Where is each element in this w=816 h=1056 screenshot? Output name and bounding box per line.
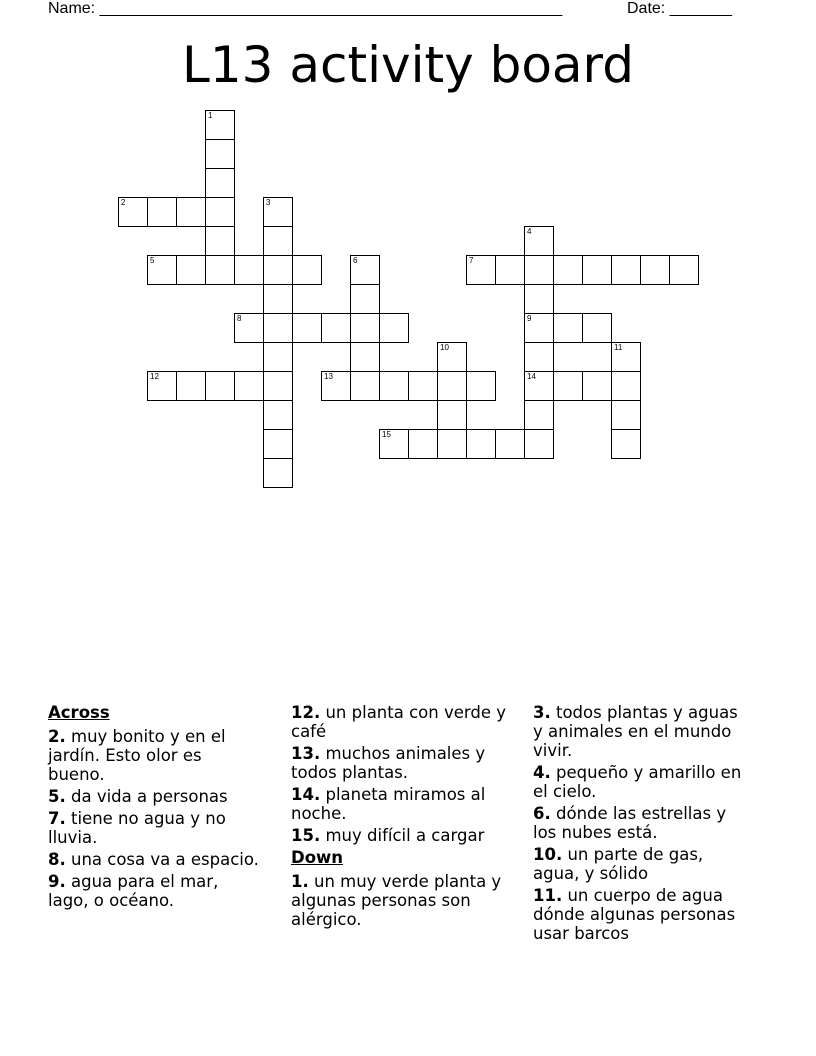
crossword-cell[interactable]: [553, 371, 583, 401]
crossword-cell[interactable]: [263, 255, 293, 285]
clue-number: 11.: [533, 886, 563, 905]
cell-number: 5: [150, 256, 155, 265]
clue-number: 9.: [48, 872, 66, 891]
across-heading: Across: [48, 703, 110, 722]
clue-text: tiene no agua y no lluvia.: [48, 809, 226, 847]
clue-column-1: [48, 703, 263, 913]
crossword-cell[interactable]: [263, 371, 293, 401]
crossword-cell[interactable]: [263, 458, 293, 488]
crossword-cell[interactable]: [582, 255, 612, 285]
crossword-cell[interactable]: [205, 168, 235, 198]
crossword-cell[interactable]: [582, 371, 612, 401]
date-field-label: Date: _______: [627, 0, 732, 17]
clue-across-14: [291, 785, 506, 823]
crossword-cell[interactable]: [205, 110, 235, 140]
cell-number: 8: [237, 314, 242, 323]
crossword-cell[interactable]: [466, 371, 496, 401]
crossword-cell[interactable]: [437, 400, 467, 430]
clue-text: pequeño y amarillo en el cielo.: [533, 763, 742, 801]
clue-number: 14.: [291, 785, 321, 804]
crossword-cell[interactable]: [437, 429, 467, 459]
crossword-cell[interactable]: [640, 255, 670, 285]
cell-number: 15: [382, 430, 391, 439]
clue-down-3: [533, 703, 748, 760]
cell-number: 12: [150, 372, 159, 381]
cell-number: 13: [324, 372, 333, 381]
clue-number: 7.: [48, 809, 66, 828]
clue-across-5: [48, 787, 263, 806]
clue-across-8: [48, 850, 263, 869]
crossword-cell[interactable]: [611, 371, 641, 401]
crossword-cell[interactable]: [408, 371, 438, 401]
clue-text: muy bonito y en el jardín. Esto olor es bueno.: [48, 727, 226, 784]
crossword-cell[interactable]: [611, 255, 641, 285]
cell-number: 7: [469, 256, 474, 265]
clue-number: 15.: [291, 826, 321, 845]
crossword-cell[interactable]: [437, 371, 467, 401]
cell-number: 6: [353, 256, 358, 265]
crossword-cell[interactable]: [524, 429, 554, 459]
crossword-cell[interactable]: [350, 255, 380, 285]
clue-number: 5.: [48, 787, 66, 806]
clue-text: da vida a personas: [65, 787, 228, 806]
crossword-cell[interactable]: [524, 284, 554, 314]
crossword-cell[interactable]: [234, 313, 264, 343]
cell-number: 3: [266, 198, 271, 207]
crossword-cell[interactable]: [466, 429, 496, 459]
clue-number: 6.: [533, 804, 551, 823]
clue-across-15: [291, 826, 506, 845]
clue-down-10: [533, 845, 748, 883]
clue-text: dónde las estrellas y los nubes está.: [533, 804, 727, 842]
crossword-cell[interactable]: [263, 400, 293, 430]
clue-number: 4.: [533, 763, 551, 782]
clue-number: 8.: [48, 850, 66, 869]
clue-text: planeta miramos al noche.: [291, 785, 486, 823]
down-heading: Down: [291, 848, 344, 867]
cell-number: 14: [527, 372, 536, 381]
crossword-cell[interactable]: [495, 429, 525, 459]
clue-text: un planta con verde y café: [291, 703, 507, 741]
crossword-grid: [0, 0, 816, 520]
clue-column-3: [533, 703, 748, 946]
crossword-cell[interactable]: [263, 342, 293, 372]
clue-text: una cosa va a espacio.: [65, 850, 259, 869]
crossword-cell[interactable]: [176, 255, 206, 285]
crossword-cell[interactable]: [582, 313, 612, 343]
clue-across-2: [48, 727, 263, 784]
crossword-cell[interactable]: [350, 371, 380, 401]
crossword-cell[interactable]: [205, 371, 235, 401]
crossword-cell[interactable]: [611, 342, 641, 372]
clue-number: 12.: [291, 703, 321, 722]
clue-number: 13.: [291, 744, 321, 763]
clue-text: muchos animales y todos plantas.: [291, 744, 486, 782]
crossword-cell[interactable]: [524, 226, 554, 256]
crossword-cell[interactable]: [205, 226, 235, 256]
crossword-cell[interactable]: [408, 429, 438, 459]
crossword-cell[interactable]: [495, 255, 525, 285]
page-title: L13 activity board: [182, 36, 634, 94]
crossword-cell[interactable]: [611, 400, 641, 430]
cell-number: 1: [208, 111, 213, 120]
clue-down-11: [533, 886, 748, 943]
crossword-cell[interactable]: [553, 313, 583, 343]
crossword-cell[interactable]: [524, 371, 554, 401]
clue-number: 3.: [533, 703, 551, 722]
crossword-cell[interactable]: [263, 197, 293, 227]
crossword-cell[interactable]: [292, 255, 322, 285]
crossword-cell[interactable]: [350, 284, 380, 314]
crossword-cell[interactable]: [147, 197, 177, 227]
crossword-cell[interactable]: [292, 313, 322, 343]
crossword-cell[interactable]: [263, 284, 293, 314]
crossword-cell[interactable]: [321, 313, 351, 343]
crossword-cell[interactable]: [350, 313, 380, 343]
cell-number: 4: [527, 227, 532, 236]
crossword-cell[interactable]: [611, 429, 641, 459]
crossword-cell[interactable]: [524, 313, 554, 343]
clue-column-2: [291, 703, 506, 932]
crossword-cell[interactable]: [176, 371, 206, 401]
crossword-cell[interactable]: [205, 255, 235, 285]
clue-text: un muy verde planta y algunas personas son alérgico.: [291, 872, 502, 929]
crossword-cell[interactable]: [263, 226, 293, 256]
crossword-cell[interactable]: [321, 371, 351, 401]
crossword-cell[interactable]: [379, 429, 409, 459]
crossword-cell[interactable]: [118, 197, 148, 227]
cell-number: 9: [527, 314, 532, 323]
crossword-cell[interactable]: [524, 400, 554, 430]
crossword-cell[interactable]: [234, 255, 264, 285]
crossword-cell[interactable]: [524, 255, 554, 285]
clue-text: un parte de gas, agua, y sólido: [533, 845, 704, 883]
crossword-cell[interactable]: [379, 313, 409, 343]
clue-text: muy difícil a cargar: [320, 826, 485, 845]
crossword-cell[interactable]: [437, 342, 467, 372]
crossword-cell[interactable]: [147, 371, 177, 401]
clue-text: todos plantas y aguas y animales en el mundo vivir.: [533, 703, 738, 760]
clue-across-12: [291, 703, 506, 741]
cell-number: 11: [614, 343, 623, 352]
clue-number: 10.: [533, 845, 563, 864]
crossword-cell[interactable]: [263, 313, 293, 343]
cell-number: 2: [121, 198, 126, 207]
clue-down-4: [533, 763, 748, 801]
crossword-cell[interactable]: [379, 371, 409, 401]
crossword-cell[interactable]: [524, 342, 554, 372]
crossword-cell[interactable]: [350, 342, 380, 372]
crossword-cell[interactable]: [669, 255, 699, 285]
crossword-cell[interactable]: [263, 429, 293, 459]
clue-across-7: [48, 809, 263, 847]
crossword-cell[interactable]: [147, 255, 177, 285]
cell-number: 10: [440, 343, 449, 352]
clue-down-1: [291, 872, 506, 929]
clue-down-6: [533, 804, 748, 842]
crossword-cell[interactable]: [553, 255, 583, 285]
crossword-cell[interactable]: [176, 197, 206, 227]
name-field-label: Name: ____________________________________________________: [48, 0, 563, 17]
crossword-cell[interactable]: [205, 197, 235, 227]
crossword-cell[interactable]: [466, 255, 496, 285]
clue-across-9: [48, 872, 263, 910]
clue-number: 1.: [291, 872, 309, 891]
clue-across-13: [291, 744, 506, 782]
clue-text: agua para el mar, lago, o océano.: [48, 872, 219, 910]
clue-number: 2.: [48, 727, 66, 746]
crossword-cell[interactable]: [234, 371, 264, 401]
crossword-cell[interactable]: [205, 139, 235, 169]
clue-text: un cuerpo de agua dónde algunas personas usar barcos: [533, 886, 736, 943]
